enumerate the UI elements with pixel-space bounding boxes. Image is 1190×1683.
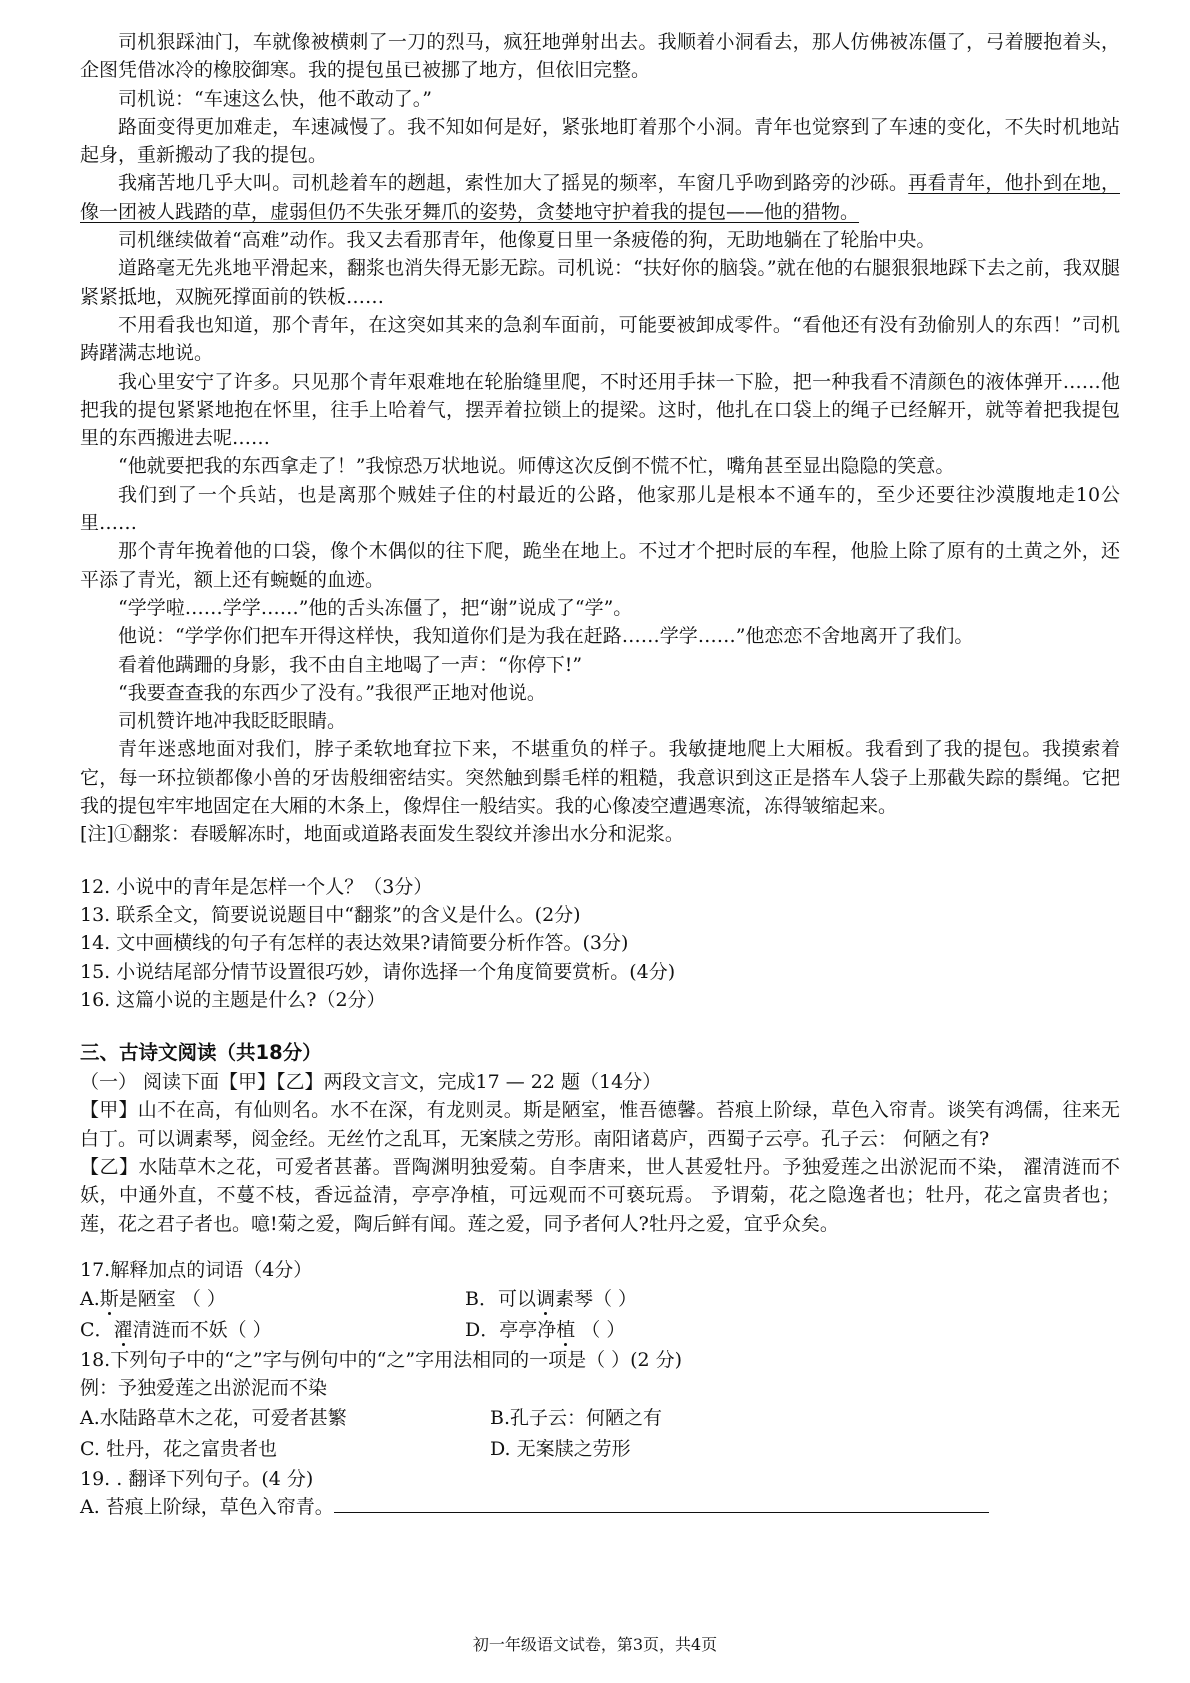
question-18-title: 18.下列句子中的“之”字与例句中的“之”字用法相同的一项是（ ）(2 分) [80, 1349, 683, 1372]
option-text: 是陋室 （ ） [118, 1288, 226, 1311]
option-label: A. [80, 1288, 100, 1311]
footnote: [注]①翻浆：春暖解冻时，地面或道路表面发生裂纹并渗出水分和泥浆。 [80, 823, 684, 846]
question-12: 12. 小说中的青年是怎样一个人？（3分） [80, 875, 433, 898]
question-13: 13. 联系全文，简要说说题目中“翻浆”的含义是什么。(2分) [80, 903, 581, 926]
story-paragraph: “他就要把我的东西拿走了！”我惊恐万状地说。师傅这次反倒不慌不忙，嘴角甚至显出隐隐的笑意。 [118, 455, 955, 478]
passage-yi: 【乙】水陆草木之花，可爱者甚蕃。晋陶渊明独爱菊。自李唐来，世人甚爱牡丹。予独爱莲之出淤泥而不染， 濯清涟而不妖，中通外直，不蔓不枝，香远益清，亭亭净植，可远观而不可亵玩焉。 予谓菊，花之隐逸者也；牡丹，花之富贵者也；莲，花之君子者也。噫!菊之爱，陶后鲜有闻。莲之爱，同予者何人?牡丹之爱，宜乎众矣。 [80, 1155, 1120, 1235]
dotted-word: 斯 [99, 1288, 119, 1311]
story-paragraph: 青年迷惑地面对我们，脖子柔软地耷拉下来，不堪重负的样子。我敏捷地爬上大厢板。我看到了我的提包。我摸索着它，每一环拉锁都像小兽的牙齿般细密结实。突然触到鬃毛样的粗糙，我意识到这正是搭车人袋子上那截失踪的鬃绳。它把我的提包牢牢地固定在大厢的木条上，像焊住一般结实。我的心像凌空遭遇寒流，冻得皱缩起来。 [80, 738, 1120, 818]
option-label: D．亭亭净 [465, 1319, 557, 1342]
question-17-option-c [80, 1315, 465, 1346]
question-18-option-b: B.孔子云：何陋之有 [490, 1406, 663, 1429]
option-label: B．可以 [465, 1288, 536, 1311]
story-paragraph: “我要查查我的东西少了没有。”我很严正地对他说。 [118, 681, 546, 704]
story-paragraph: “学学啦……学学……”他的舌头冻僵了，把“谢”说成了“学”。 [118, 596, 633, 619]
story-paragraph: 路面变得更加难走，车速减慢了。我不知如何是好，紧张地盯着那个小洞。青年也觉察到了车速的变化，不失时机地站起身，重新搬动了我的提包。 [80, 115, 1120, 167]
section-title: 三、古诗文阅读（共18分） [80, 1041, 322, 1065]
passage-jia: 【甲】山不在高，有仙则名。水不在深，有龙则灵。斯是陋室，惟吾德馨。苔痕上阶绿，草色入帘青。谈笑有鸿儒，往来无白丁。可以调素琴，阅金经。无丝竹之乱耳，无案牍之劳形。南阳诸葛庐，西蜀子云亭。孔子云： 何陋之有? [80, 1099, 1120, 1150]
question-16: 16. 这篇小说的主题是什么?（2分） [80, 988, 386, 1011]
option-text: （ ） [575, 1319, 626, 1342]
option-text: 素琴（ ） [554, 1288, 638, 1311]
page-footer: 初一年级语文试卷，第3页，共4页 [472, 1635, 718, 1654]
question-14: 14. 文中画横线的句子有怎样的表达效果?请简要分析作答。(3分) [80, 932, 629, 955]
question-17-option-a [80, 1284, 465, 1315]
dotted-word: 濯 [113, 1319, 133, 1342]
question-18-row-2 [80, 1434, 1120, 1465]
story-paragraph: 司机继续做着“高难”动作。我又去看那青年，他像夏日里一条疲倦的狗，无助地躺在了轮胎中央。 [118, 229, 936, 252]
question-17-option-d [465, 1315, 625, 1346]
section-intro: （一） 阅读下面【甲】【乙】两段文言文，完成17 — 22 题（14分） [80, 1071, 662, 1094]
question-19-item-a [80, 1493, 1120, 1521]
question-17-row-2 [80, 1315, 1120, 1346]
sentence-to-translate: A. 苔痕上阶绿，草色入帘青。 [80, 1496, 334, 1519]
story-paragraph: 我们到了一个兵站，也是离那个贼娃子住的村最近的公路，他家那儿是根本不通车的，至少还要往沙漠腹地走10公里…… [80, 483, 1120, 535]
story-paragraph: 不用看我也知道，那个青年，在这突如其来的急刹车面前，可能要被卸成零件。“看他还有没有劲偷别人的东西！”司机踌躇满志地说。 [80, 313, 1120, 365]
question-18-example: 例：予独爱莲之出淤泥而不染 [80, 1377, 328, 1400]
story-paragraph: 司机赞许地冲我眨眨眼睛。 [118, 710, 347, 733]
answer-line[interactable] [334, 1494, 989, 1513]
question-18-option-c: C. 牡丹，花之富贵者也 [80, 1437, 277, 1460]
story-paragraph: 我心里安宁了许多。只见那个青年艰难地在轮胎缝里爬，不时还用手抹一下脸，把一种我看不清颜色的液体弹开……他把我的提包紧紧地抱在怀里，往手上哈着气，摆弄着拉锁上的提梁。这时，他扎在口袋上的绳子已经解开，就等着把我提包里的东西搬进去呢…… [80, 370, 1120, 450]
question-18-option-a: A.水陆路草木之花，可爱者甚繁 [80, 1406, 347, 1429]
underlined-sentence: 再看青年，他扑到在地，像一团被人践踏的草，虚弱但仍不失张牙舞爪的姿势，贪婪地守护着我的提包——他的猎物。 [80, 172, 1120, 223]
question-18-row-1 [80, 1403, 1120, 1434]
option-text: 清涟而不妖（ ） [132, 1319, 272, 1342]
exam-page [80, 28, 1120, 1521]
question-19-title: 19. . 翻译下列句子。(4 分) [80, 1467, 314, 1490]
story-paragraph: 司机说：“车速这么快，他不敢动了。” [118, 87, 432, 110]
story-text: 我痛苦地几乎大叫。司机趁着车的趔趄，索性加大了摇晃的频率，车窗几乎吻到路旁的沙砾。 [118, 172, 909, 195]
question-18-option-d: D. 无案牍之劳形 [490, 1437, 631, 1460]
story-paragraph-underlined [80, 169, 1120, 226]
question-17-title: 17.解释加点的词语（4分） [80, 1258, 313, 1281]
question-17-option-b [465, 1284, 637, 1315]
story-paragraph: 看着他蹒跚的身影，我不由自主地喝了一声：“你停下!” [118, 653, 583, 676]
story-paragraph: 司机狠踩油门，车就像被横刺了一刀的烈马，疯狂地弹射出去。我顺着小洞看去，那人仿佛被冻僵了，弓着腰抱着头，企图凭借冰冷的橡胶御寒。我的提包虽已被挪了地方，但依旧完整。 [80, 31, 1120, 82]
question-17-row-1 [80, 1284, 1120, 1315]
story-paragraph: 道路毫无先兆地平滑起来，翻浆也消失得无影无踪。司机说：“扶好你的脑袋。”就在他的右腿狠狠地踩下去之前，我双腿紧紧抵地，双腕死撑面前的铁板…… [80, 257, 1120, 308]
dotted-word: 调 [535, 1288, 555, 1311]
story-paragraph: 他说：“学学你们把车开得这样快，我知道你们是为我在赶路……学学……”他恋恋不舍地离开了我们。 [118, 625, 974, 648]
option-label: C． [80, 1319, 114, 1342]
story-paragraph: 那个青年挽着他的口袋，像个木偶似的往下爬，跪坐在地上。不过才个把时辰的车程，他脸上除了原有的土黄之外，还平添了青光，额上还有蜿蜒的血迹。 [80, 540, 1120, 591]
dotted-word: 植 [556, 1319, 576, 1342]
question-15: 15. 小说结尾部分情节设置很巧妙，请你选择一个角度简要赏析。(4分) [80, 960, 676, 983]
